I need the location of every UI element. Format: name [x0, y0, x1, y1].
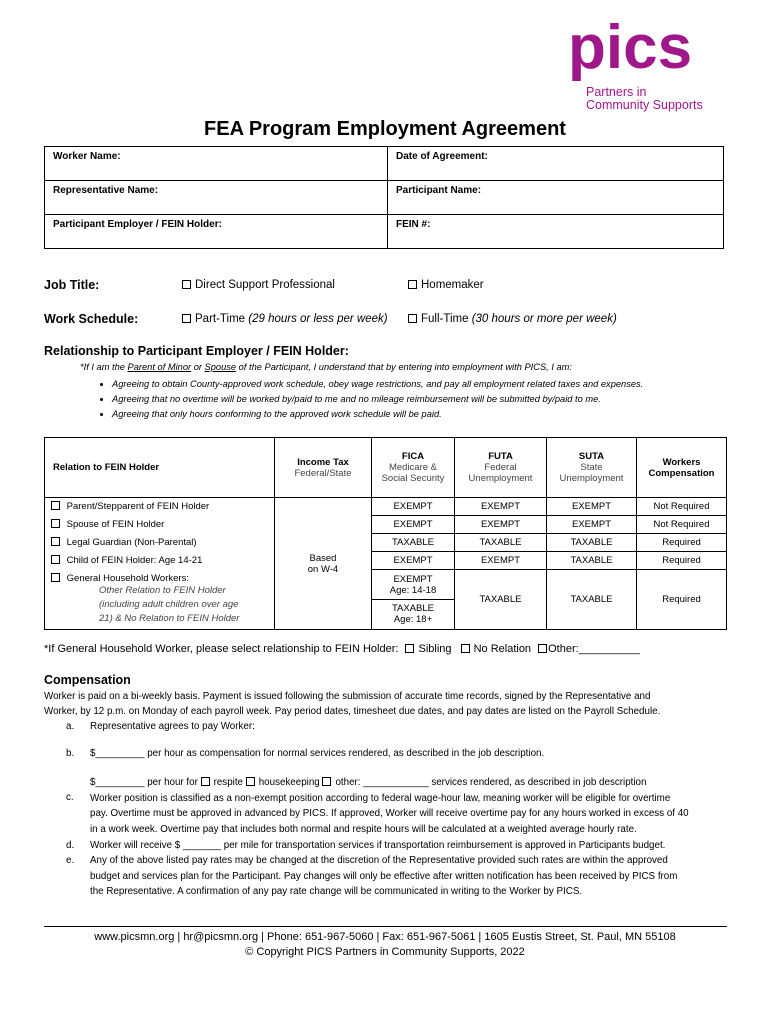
page-title: FEA Program Employment Agreement	[204, 118, 566, 140]
fica-cell: EXEMPT	[372, 552, 455, 570]
table-row	[45, 570, 727, 630]
checkbox-no-relation[interactable]	[461, 644, 470, 653]
suta-cell: TAXABLE	[547, 570, 637, 630]
header-income-tax: Income Tax Federal/State	[275, 438, 372, 498]
checkbox-parent[interactable]	[51, 501, 60, 510]
header-relation: Relation to FEIN Holder	[45, 438, 275, 498]
futa-cell: EXEMPT	[455, 552, 547, 570]
checkbox-full-time[interactable]	[408, 314, 417, 323]
compensation-heading: Compensation	[44, 673, 131, 687]
date-of-agreement-field[interactable]: Date of Agreement:	[388, 147, 724, 181]
checkbox-other[interactable]	[538, 644, 547, 653]
wc-cell: Not Required	[637, 516, 727, 534]
checkbox-guardian[interactable]	[51, 537, 60, 546]
header-workers-comp: Workers Compensation	[637, 438, 727, 498]
checkbox-spouse[interactable]	[51, 519, 60, 528]
checkbox-ghw[interactable]	[51, 573, 60, 582]
pics-logo-mark	[568, 16, 728, 86]
checkbox-dsp[interactable]	[182, 280, 191, 289]
footer-contact: www.picsmn.org | hr@picsmn.org | Phone: 651-967-5060 | Fax: 651-967-5061 | 1605 Eustis Street, St. Paul, MN 55108	[94, 931, 676, 943]
suta-cell: TAXABLE	[547, 534, 637, 552]
pics-logo-word: pics	[568, 16, 693, 82]
schedule-option-part-time[interactable]: Part-Time (29 hours or less per week)	[182, 313, 388, 325]
income-tax-cell: Based on W-4	[275, 498, 372, 630]
suta-cell: EXEMPT	[547, 516, 637, 534]
fica-cell: EXEMPT	[372, 498, 455, 516]
relationship-note: *If I am the Parent of Minor or Spouse of the Participant, I understand that by entering into employment with PICS, I am:	[80, 362, 572, 372]
schedule-option-full-time[interactable]: Full-Time (30 hours or more per week)	[408, 313, 617, 325]
table-row	[45, 498, 727, 516]
info-table	[44, 146, 724, 249]
checkbox-part-time[interactable]	[182, 314, 191, 323]
footer-copyright: © Copyright PICS Partners in Community Supports, 2022	[245, 946, 525, 958]
fica-cell-ghw: EXEMPT Age: 14-18 TAXABLE Age: 18+	[372, 570, 455, 630]
relationship-bullet: • Agreeing that only hours conforming to the approved work schedule will be paid.	[112, 407, 643, 422]
participant-employer-field[interactable]: Participant Employer / FEIN Holder:	[45, 215, 388, 249]
footer-divider	[44, 926, 727, 927]
work-schedule-label: Work Schedule:	[44, 312, 139, 326]
fein-field[interactable]: FEIN #:	[388, 215, 724, 249]
wc-cell: Required	[637, 570, 727, 630]
pics-logo	[568, 16, 728, 116]
relationship-bullets	[92, 377, 643, 422]
futa-cell: EXEMPT	[455, 516, 547, 534]
table-row	[45, 534, 727, 552]
suta-cell: TAXABLE	[547, 552, 637, 570]
futa-cell: EXEMPT	[455, 498, 547, 516]
checkbox-sibling[interactable]	[405, 644, 414, 653]
table-row	[45, 516, 727, 534]
compensation-intro: Worker is paid on a bi-weekly basis. Payment is issued following the submission of accurate time records, signed by the Representative and Worker, by 12 p.m. on Monday of each payroll week. Pay period dates, timesheet due dates, and pay dates are listed on the Payroll Schedule.	[44, 691, 661, 717]
wc-cell: Not Required	[637, 498, 727, 516]
pics-logo-tagline: Partners in Community Supports	[586, 85, 703, 112]
header-futa: FUTA Federal Unemployment	[455, 438, 547, 498]
ghw-relationship-select: *If General Household Worker, please select relationship to FEIN Holder: Sibling No Relation Other:__________	[44, 643, 640, 655]
relationship-heading: Relationship to Participant Employer / FEIN Holder:	[44, 344, 349, 358]
relation-cell[interactable]: Spouse of FEIN Holder	[45, 516, 275, 534]
tax-table	[44, 437, 727, 630]
relation-cell[interactable]: Legal Guardian (Non-Parental)	[45, 534, 275, 552]
relation-cell[interactable]: Child of FEIN Holder: Age 14-21	[45, 552, 275, 570]
fica-cell: EXEMPT	[372, 516, 455, 534]
job-title-label: Job Title:	[44, 278, 100, 292]
relation-cell-ghw[interactable]: General Household Workers: Other Relation to FEIN Holder (including adult children over age 21) & No Relation to FEIN Holder	[45, 570, 275, 630]
suta-cell: EXEMPT	[547, 498, 637, 516]
futa-cell: TAXABLE	[455, 570, 547, 630]
participant-name-field[interactable]: Participant Name:	[388, 181, 724, 215]
worker-name-field[interactable]: Worker Name:	[45, 147, 388, 181]
fica-cell: TAXABLE	[372, 534, 455, 552]
job-option-dsp[interactable]: Direct Support Professional	[182, 279, 335, 291]
relation-cell[interactable]: Parent/Stepparent of FEIN Holder	[45, 498, 275, 516]
futa-cell: TAXABLE	[455, 534, 547, 552]
header-fica: FICA Medicare & Social Security	[372, 438, 455, 498]
wc-cell: Required	[637, 552, 727, 570]
checkbox-child[interactable]	[51, 555, 60, 564]
checkbox-housekeeping[interactable]	[246, 777, 255, 786]
representative-name-field[interactable]: Representative Name:	[45, 181, 388, 215]
relationship-bullet: • Agreeing that no overtime will be worked by/paid to me and no mileage reimbursement will be submitted by/paid to me.	[112, 392, 643, 407]
checkbox-respite[interactable]	[201, 777, 210, 786]
job-option-homemaker[interactable]: Homemaker	[408, 279, 484, 291]
checkbox-other-service[interactable]	[322, 777, 331, 786]
table-row	[45, 552, 727, 570]
checkbox-homemaker[interactable]	[408, 280, 417, 289]
header-suta: SUTA State Unemployment	[547, 438, 637, 498]
wc-cell: Required	[637, 534, 727, 552]
relationship-bullet: • Agreeing to obtain County-approved work schedule, obey wage restrictions, and pay all employment related taxes and expenses.	[112, 377, 643, 392]
